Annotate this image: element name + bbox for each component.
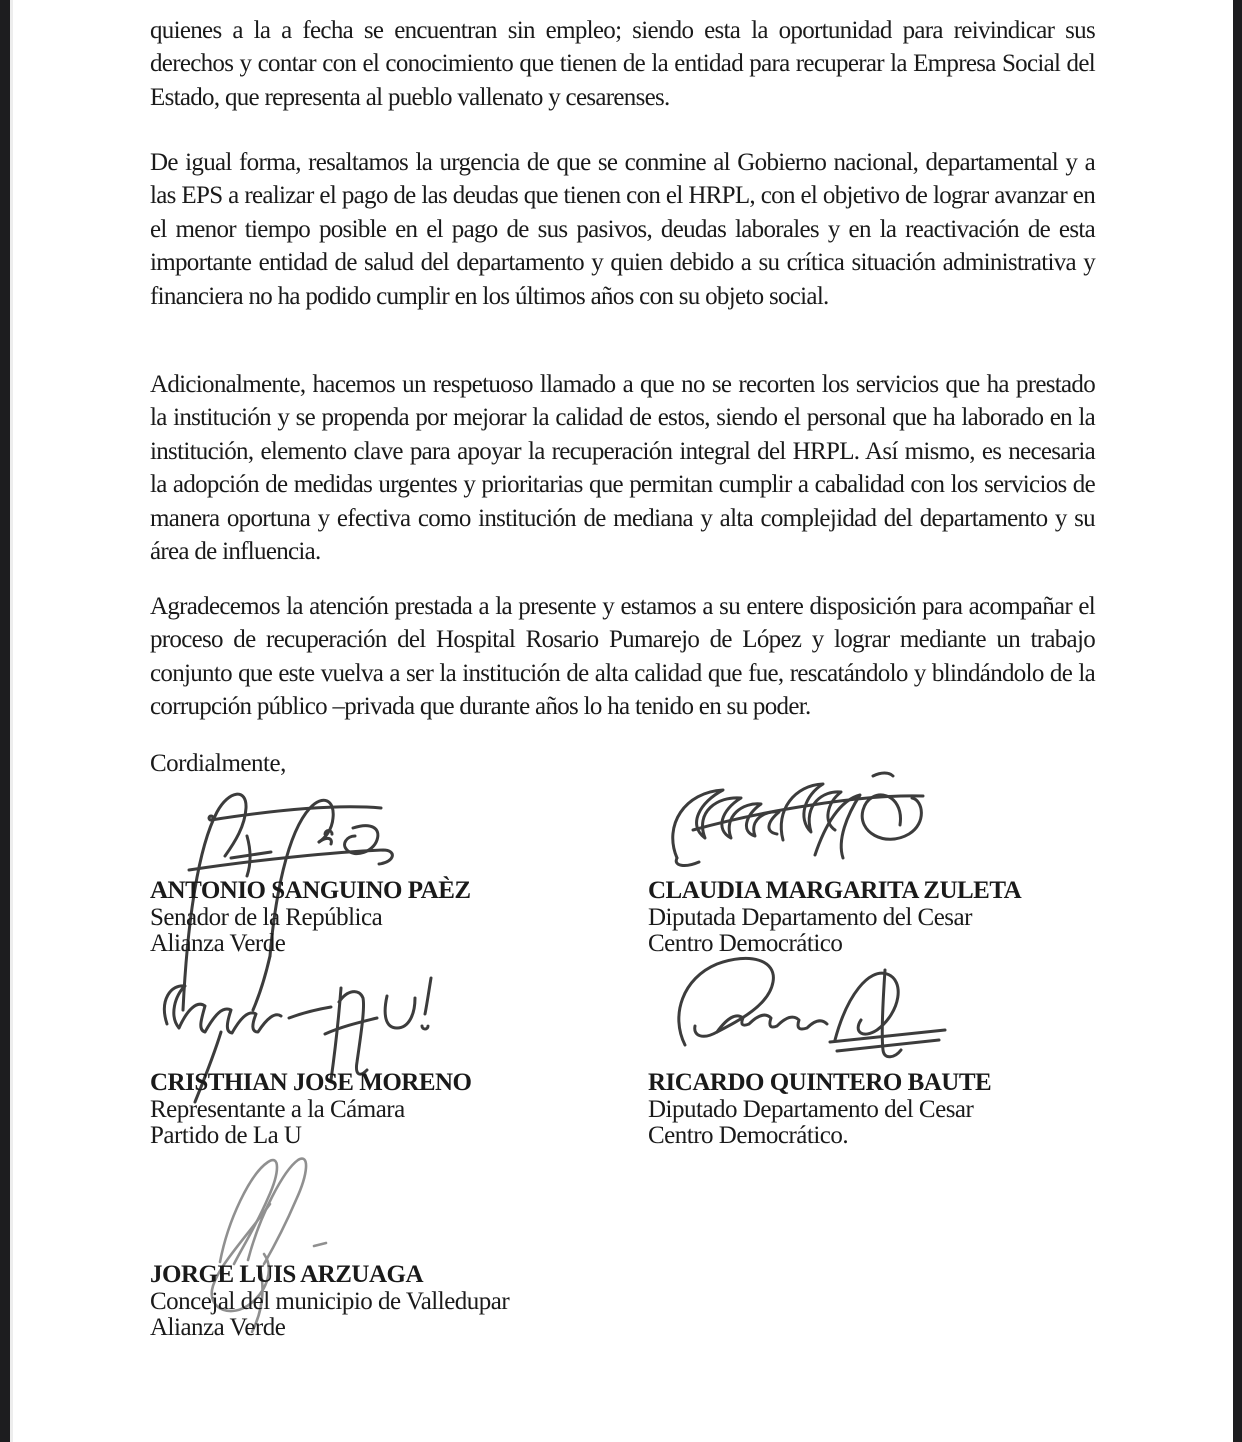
- letter-paragraph-3: Adicionalmente, hacemos un respetuoso llamado a que no se recorten los servicios que ha prestado la institución y se propenda por mejorar la calidad de estos, siendo el personal que ha laborado en la institución, elemento clave para apoyar la recuperación integral del HRPL. Así mismo, es necesaria la adopción de medidas urgentes y prioritarias que permitan cumplir a cabalidad con los servicios de manera oportuna y efectiva como institución de mediana y alta complejidad del departamento y su área de influencia.: [150, 371, 1095, 566]
- signatory-title: Diputada Departamento del Cesar: [648, 903, 972, 931]
- signatory-block-jorge-arzuaga: [150, 1262, 620, 1342]
- signatory-party: Alianza Verde: [150, 930, 286, 957]
- signatory-block-antonio-sanguino: [150, 878, 620, 958]
- signatory-party: Alianza Verde: [150, 1314, 286, 1341]
- signatory-name: JORGE LUIS ARZUAGA: [150, 1261, 423, 1288]
- signatory-party: Centro Democrático.: [648, 1122, 849, 1149]
- signatory-title: Representante a la Cámara: [150, 1095, 405, 1123]
- letter-paragraph-1: quienes a la a fecha se encuentran sin empleo; siendo esta la oportunidad para reivindicar sus derechos y contar con el conocimiento que tienen de la entidad para recuperar la Empresa Social del Estado, que representa al pueblo vallenato y cesarenses.: [150, 17, 1095, 111]
- page-edge-shadow: [10, 0, 13, 1442]
- signatory-name: CRISTHIAN JOSE MORENO: [150, 1069, 472, 1096]
- signatory-title: Senador de la República: [150, 903, 383, 931]
- closing-salutation: Cordialmente,: [150, 750, 286, 777]
- left-edge-bar: [0, 0, 10, 1442]
- signatory-name: CLAUDIA MARGARITA ZULETA: [648, 877, 1022, 904]
- signatory-block-cristhian-moreno: [150, 1070, 620, 1150]
- signature-ricardo-quintero-image: [655, 950, 965, 1065]
- signatory-name: ANTONIO SANGUINO PAÈZ: [150, 877, 471, 904]
- letter-paragraph-4: Agradecemos la atención prestada a la presente y estamos a su entere disposición para acompañar el proceso de recuperación del Hospital Rosario Pumarejo de López y lograr mediante un trabajo conjunto que este vuelva a ser la institución de alta calidad que fue, rescatándolo y blindándolo de la corrupción público –privada que durante años lo ha tenido en su poder.: [150, 593, 1095, 721]
- signatory-name: RICARDO QUINTERO BAUTE: [648, 1069, 992, 1096]
- signatory-block-claudia-zuleta: [648, 878, 1118, 958]
- signatory-party: Partido de La U: [150, 1122, 302, 1149]
- letter-paragraph-2: De igual forma, resaltamos la urgencia de que se conmine al Gobierno nacional, departamental y a las EPS a realizar el pago de las deudas que tienen con el HRPL, con el objetivo de lograr avanzar en el menor tiempo posible en el pago de sus pasivos, deudas laborales y en la reactivación de esta importante entidad de salud del departamento y quien debido a su crítica situación administrativa y financiera no ha podido cumplir en los últimos años con su objeto social.: [150, 149, 1095, 310]
- signature-claudia-zuleta-image: [665, 770, 945, 870]
- right-edge-bar: [1233, 0, 1242, 1442]
- signatory-title: Concejal del municipio de Valledupar: [150, 1287, 510, 1315]
- signatory-title: Diputado Departamento del Cesar: [648, 1095, 974, 1123]
- signatory-party: Centro Democrático: [648, 930, 843, 957]
- signatory-block-ricardo-quintero: [648, 1070, 1118, 1150]
